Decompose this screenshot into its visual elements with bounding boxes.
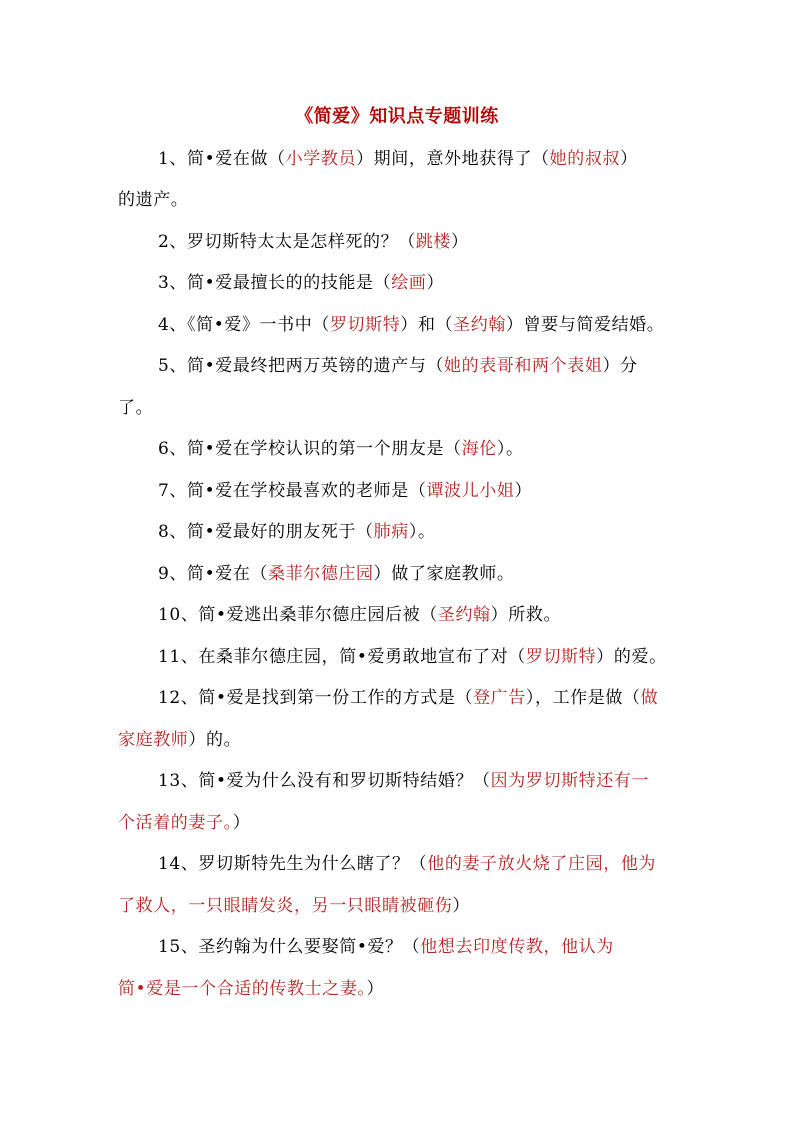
page-title [0,103,794,131]
question-15-cont: 简•爱是一个合适的传教士之妻。） [118,979,385,999]
question-8: 8、简•爱最好的朋友死于（肺病）。 [158,522,436,542]
question-1: 1、简•爱在做（小学教员）期间，意外地获得了（她的叔叔） [158,149,638,169]
question-10: 10、简•爱逃出桑菲尔德庄园后被（圣约翰）所救。 [158,605,562,625]
question-7: 7、简•爱在学校最喜欢的老师是（谭波儿小姐） [158,481,533,501]
question-6: 6、简•爱在学校认识的第一个朋友是（海伦）。 [158,439,524,459]
question-5: 5、简•爱最终把两万英镑的遗产与（她的表哥和两个表姐）分 [158,356,638,376]
book-title: 《简爱》 [295,106,370,127]
question-13-cont: 个活着的妻子。） [118,813,251,833]
question-14-cont: 了救人，一只眼睛发炎，另一只眼睛被砸伤） [118,896,471,916]
question-1-cont: 的遗产。 [118,190,189,210]
question-9: 9、简•爱在（桑菲尔德庄园）做了家庭教师。 [158,564,515,584]
question-15: 15、圣约翰为什么要娶简•爱？（他想去印度传教，他认为 [158,937,614,957]
question-2: 2、罗切斯特太太是怎样死的？（跳楼） [158,232,469,252]
question-12-cont: 家庭教师）的。 [118,730,242,750]
question-5-cont: 了。 [118,398,154,418]
question-3: 3、简•爱最擅长的的技能是（绘画） [158,273,445,293]
question-12: 12、简•爱是找到第一份工作的方式是（登广告），工作是做（做 [158,688,659,708]
question-13: 13、简•爱为什么没有和罗切斯特结婚？（因为罗切斯特还有一 [158,771,650,791]
question-11: 11、在桑菲尔德庄园，简•爱勇敢地宣布了对（罗切斯特）的爱。 [158,647,667,667]
question-14: 14、罗切斯特先生为什么瞎了？（他的妻子放火烧了庄园，他为 [158,854,657,874]
question-4: 4、《简•爱》一书中（罗切斯特）和（圣约翰）曾要与简爱结婚。 [158,315,665,335]
title-rest: 知识点专题训练 [369,106,499,127]
